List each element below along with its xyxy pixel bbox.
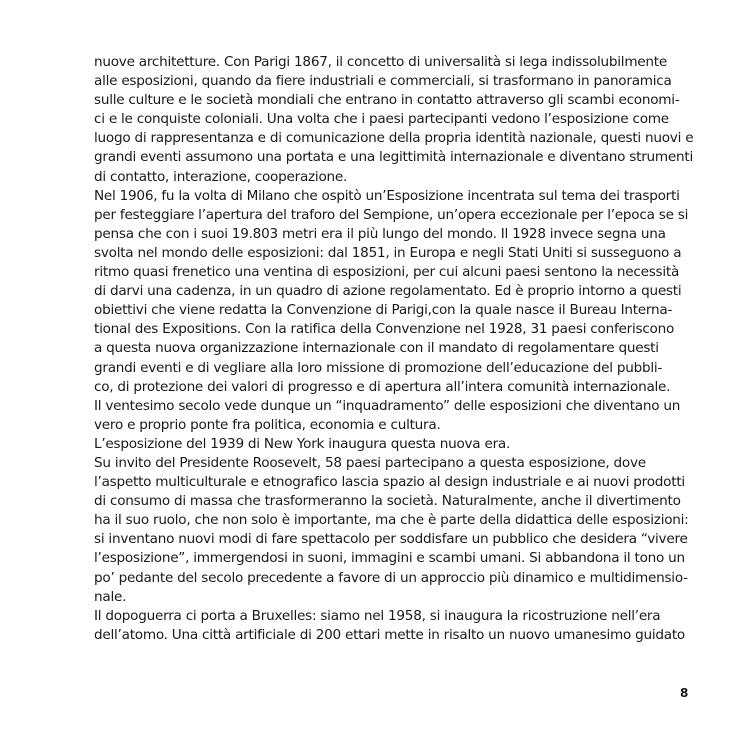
text-line: di contatto, interazione, cooperazione. <box>94 168 348 185</box>
text-line: alle esposizioni, quando da fiere industriali e commerciali, si trasformano in panoramica <box>94 73 672 90</box>
text-line: di darvi una cadenza, in un quadro di azione regolamentato. Ed è proprio intorno a questi <box>94 283 682 300</box>
text-line: po’ pedante del secolo precedente a favore di un approccio più dinamico e multidimensio- <box>94 569 688 586</box>
text-line: luogo di rappresentanza e di comunicazione della propria identità nazionale, questi nuovi e <box>94 130 694 147</box>
text-line: svolta nel mondo delle esposizioni: dal 1851, in Europa e negli Stati Uniti si susseguono a <box>94 244 682 261</box>
body-text <box>94 53 694 645</box>
text-line: obiettivi che viene redatta la Convenzione di Parigi,con la quale nasce il Bureau Interna- <box>94 302 673 319</box>
text-line: di consumo di massa che trasformeranno la società. Naturalmente, anche il divertimento <box>94 493 681 510</box>
text-line: a questa nuova organizzazione internazionale con il mandato di regolamentare questi <box>94 340 659 357</box>
text-line: Il dopoguerra ci porta a Bruxelles: siamo nel 1958, si inaugura la ricostruzione nell’era <box>94 607 661 624</box>
page-number: 8 <box>680 686 689 700</box>
text-line: Nel 1906, fu la volta di Milano che ospitò un’Esposizione incentrata sul tema dei trasporti <box>94 187 680 204</box>
text-line: per festeggiare l’apertura del traforo del Sempione, un’opera eccezionale per l’epoca se si <box>94 206 689 223</box>
text-line: dell’atomo. Una città artificiale di 200 ettari mette in risalto un nuovo umanesimo guidato <box>94 626 685 643</box>
text-line: Su invito del Presidente Roosevelt, 58 paesi partecipano a questa esposizione, dove <box>94 454 646 471</box>
text-line: pensa che con i suoi 19.803 metri era il più lungo del mondo. Il 1928 invece segna una <box>94 225 666 242</box>
text-line: tional des Expositions. Con la ratifica della Convenzione nel 1928, 31 paesi conferiscono <box>94 321 675 338</box>
text-line: grandi eventi e di vegliare alla loro missione di promozione dell’educazione del pubbli- <box>94 359 663 376</box>
text-line: ritmo quasi frenetico una ventina di esposizioni, per cui alcuni paesi sentono la necessità <box>94 264 680 281</box>
text-line: nale. <box>94 588 127 605</box>
text-line: l’aspetto multiculturale e etnografico lascia spazio al design industriale e ai nuovi prodotti <box>94 474 685 491</box>
text-line: L’esposizione del 1939 di New York inaugura questa nuova era. <box>94 435 511 452</box>
text-line: l’esposizione”, immergendosi in suoni, immagini e scambi umani. Si abbandona il tono un <box>94 550 685 567</box>
text-line: Il ventesimo secolo vede dunque un “inquadramento” delle esposizioni che diventano un <box>94 397 681 414</box>
text-line: si inventano nuovi modi di fare spettacolo per soddisfare un pubblico che desidera “vivere <box>94 531 688 548</box>
text-line: ci e le conquiste coloniali. Una volta che i paesi partecipanti vedono l’esposizione come <box>94 111 669 128</box>
text-line: ha il suo ruolo, che non solo è importante, ma che è parte della didattica delle esposizioni: <box>94 512 689 529</box>
text-line: sulle culture e le società mondiali che entrano in contatto attraverso gli scambi economi- <box>94 92 680 109</box>
text-line: vero e proprio ponte fra politica, economia e cultura. <box>94 416 441 433</box>
text-line: grandi eventi assumono una portata e una legittimità internazionale e diventano strumenti <box>94 149 693 166</box>
text-line: nuove architetture. Con Parigi 1867, il concetto di universalità si lega indissolubilmente <box>94 54 667 70</box>
text-line: co, di protezione dei valori di progresso e di apertura all’intera comunità internazionale. <box>94 378 671 395</box>
